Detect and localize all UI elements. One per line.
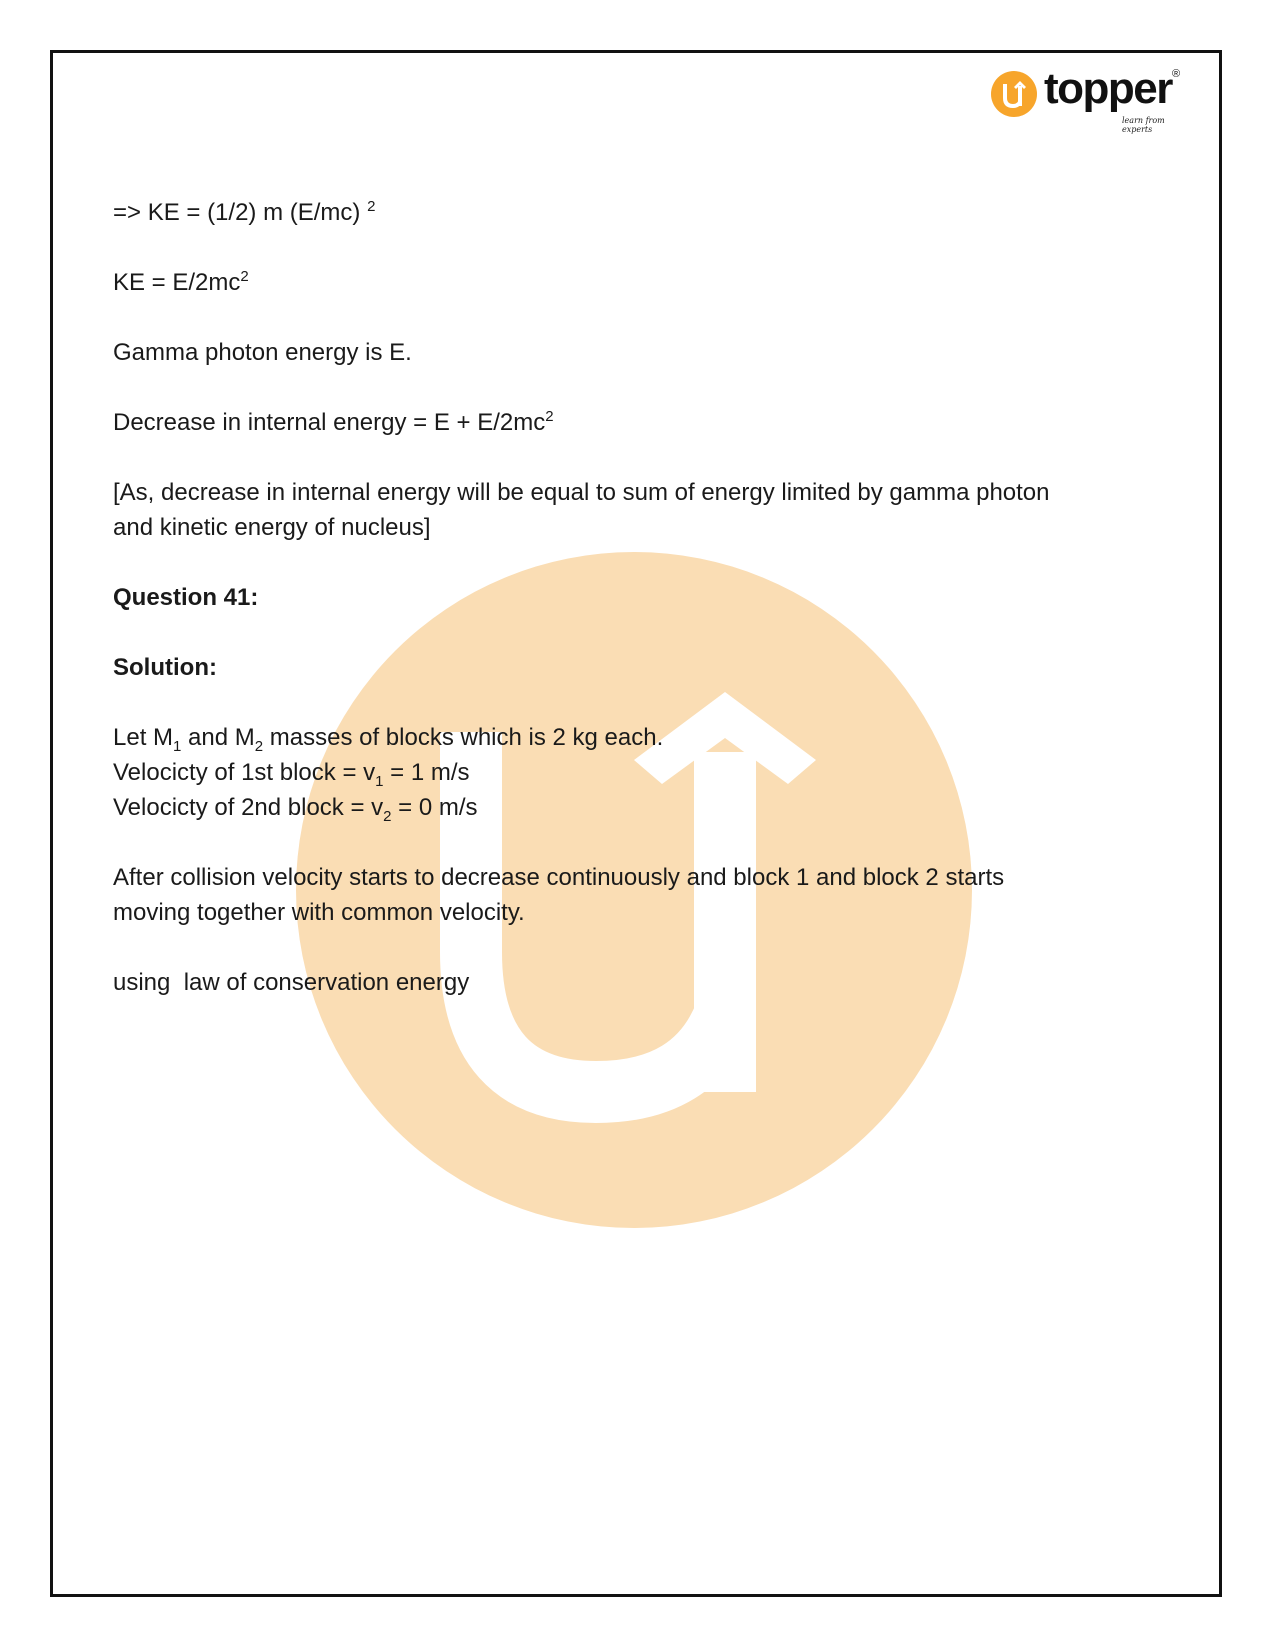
brand-name: topper <box>1044 64 1172 113</box>
collision-line-2: moving together with common velocity. <box>113 899 525 926</box>
collision-line-1: After collision velocity starts to decrease continuously and block 1 and block 2 starts <box>113 864 1005 891</box>
gamma-energy-line: Gamma photon energy is E. <box>113 339 412 366</box>
topper-logo <box>990 64 1185 134</box>
equation-ke-1: => KE = (1/2) m (E/mc) $^2$ <box>113 198 376 226</box>
decrease-energy-line: Decrease in internal energy = $E + E/2mc^2$ <box>113 408 554 436</box>
registered-mark: ® <box>1172 68 1181 80</box>
note-line-2: and kinetic energy of nucleus] <box>113 514 431 541</box>
question-heading: Question 41: <box>113 584 259 611</box>
solution-heading: Solution: <box>113 654 217 681</box>
velocity-line-1: Velocicty of 1st block = $v_1 = 1$ m/s <box>113 759 470 790</box>
equation-ke-2: KE = $E/2mc^2$ <box>113 268 249 296</box>
masses-line: Let $M_1$ and $M_2$ masses of blocks which is 2 kg each. <box>113 724 664 755</box>
conservation-line: using law of conservation energy <box>113 969 470 996</box>
u-logo-icon <box>990 70 1038 118</box>
brand-tagline: learn from experts <box>1122 116 1165 134</box>
document-body <box>113 195 1173 1000</box>
note-line-1: [As, decrease in internal energy will be equal to sum of energy limited by gamma photon <box>113 479 1050 506</box>
velocity-line-2: Velocicty of 2nd block = $v_2 = 0$ m/s <box>113 794 478 825</box>
